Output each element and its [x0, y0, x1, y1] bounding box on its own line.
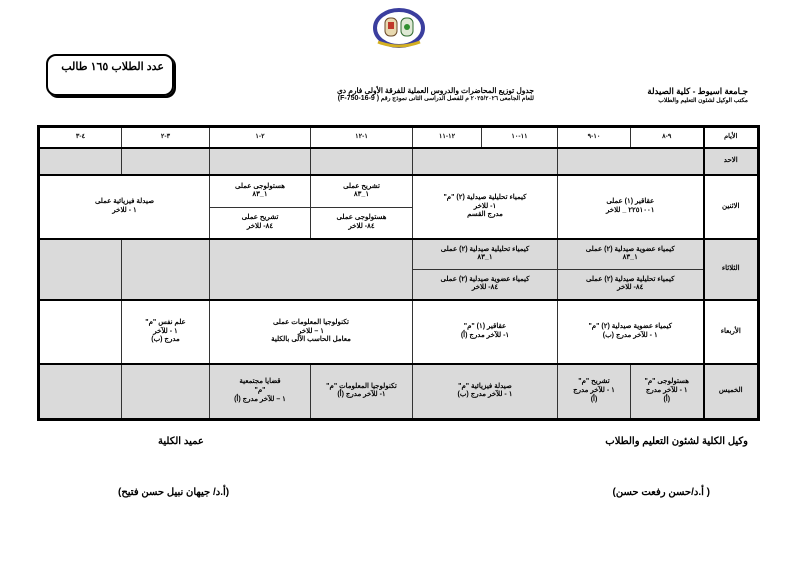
course-name: صيدلة فيزيائية "م": [458, 382, 512, 390]
day-label: الثلاثاء: [704, 239, 759, 300]
course-name: قضايا مجتمعية: [239, 378, 281, 386]
form-code: ( 9-16-750-F): [337, 95, 380, 102]
time-slot-header: ١١-١٠: [482, 127, 558, 149]
day-row-thursday: [39, 364, 759, 419]
course-group: ١ - للآخر مدرج (ب): [457, 391, 513, 399]
day-row-tuesday: [39, 239, 759, 269]
schedule-table: [37, 125, 760, 421]
time-slot-header: ٣-٢: [122, 127, 210, 149]
day-row-monday: [39, 175, 759, 207]
class-cell: [210, 207, 311, 239]
vice-dean-title: وكيل الكلية لشئون التعليم والطلاب: [605, 436, 748, 447]
course-location: معامل الحاسب الآلى بالكلية: [271, 336, 351, 344]
course-name: تشريح "م": [578, 378, 610, 386]
course-name: عقاقير (١) "م": [463, 323, 507, 331]
empty-cell: [39, 300, 122, 364]
academic-year-text: للعام الجامعى ٢٠٢٥/٢٠٢٦ م للفصل الدراسى الثانى نموذج رقم: [380, 96, 534, 102]
class-cell: [558, 364, 631, 419]
student-count-text: عدد الطلاب ١٦٥ طالب: [61, 61, 164, 73]
office-line: مكتب الوكيل لشئون التعليم والطلاب: [658, 98, 748, 104]
course-group: ١ - للآخر: [153, 327, 178, 335]
days-header: الأيام: [704, 127, 759, 149]
time-slot-header: ١٠-٩: [558, 127, 631, 149]
header-row: [39, 127, 759, 149]
vice-dean-name: ( أ.د/حسن رفعت حسن): [612, 487, 710, 498]
dean-name: (أ.د/ جيهان نبيل حسن فتيح): [118, 487, 230, 498]
day-row-sunday: [39, 148, 759, 175]
course-group: ١_٨٣: [252, 191, 268, 199]
class-cell: [210, 175, 311, 207]
empty-cell: [558, 148, 704, 175]
course-name: عقاقير (١) عملى: [606, 198, 655, 206]
class-cell: [631, 364, 704, 419]
course-group: ٨٤- للاخر: [617, 284, 644, 292]
schedule-title: جدول توزيع المحاضرات والدروس العملية للفرقة الأولى فارم دى: [336, 86, 534, 95]
class-cell: [413, 300, 558, 364]
course-name: كيمياء عضوية صيدلية (٢) "م": [588, 323, 672, 331]
class-cell: [311, 364, 413, 419]
student-count-box: [46, 54, 174, 96]
schedule-title-block: [290, 86, 534, 102]
empty-cell: [210, 148, 311, 175]
course-name: هستولوجى عملى: [235, 182, 285, 190]
empty-cell: [311, 148, 413, 175]
course-group: ١- للآخر مدرج (أ): [460, 332, 510, 339]
course-group: ١_٨٣: [622, 254, 638, 262]
course-name: تشريح عملى: [241, 214, 279, 221]
class-cell: [39, 175, 210, 239]
dean-title: عميد الكلية: [158, 436, 204, 447]
university-line: جـامعة اسيوط - كلية الصيدلة: [647, 86, 748, 96]
time-slot-header: ٢-١: [210, 127, 311, 149]
class-cell: [558, 175, 704, 239]
course-group: ١_٨٣: [477, 254, 493, 262]
course-group: ٨٤- للاخر: [471, 284, 499, 292]
course-group: ١ - للآخر مدرج: [645, 386, 688, 394]
empty-cell: [210, 239, 413, 300]
class-cell: [413, 364, 558, 419]
course-group: ٨٤- للاخر: [348, 222, 375, 230]
time-slot-header: ١-١٢: [311, 127, 413, 149]
course-group: ٨٤- للاخر: [246, 222, 274, 230]
class-cell: [210, 300, 413, 364]
empty-cell: [39, 239, 122, 300]
day-row-wednesday: [39, 300, 759, 364]
day-label: الاحد: [704, 148, 759, 175]
course-name: كيمياء عضوية صيدلية (٢) عملى: [440, 275, 530, 283]
class-cell: [558, 300, 704, 364]
course-name: علم نفس "م": [145, 318, 186, 326]
empty-cell: [39, 148, 122, 175]
class-cell: [413, 269, 558, 300]
class-cell: [558, 239, 704, 269]
class-cell: [558, 269, 704, 300]
class-cell: [122, 300, 210, 364]
class-cell: [413, 239, 558, 269]
class-cell: [311, 175, 413, 207]
day-label: الاثنين: [704, 175, 759, 239]
empty-cell: [39, 364, 122, 419]
course-name: كيمياء تحليلية صيدلية (٢) عملى: [586, 275, 675, 283]
course-group: ١- للآخر مدرج (أ): [337, 391, 386, 399]
course-name: هستولوجى عملى: [336, 214, 387, 221]
course-name: هستولوجى "م": [644, 378, 689, 386]
faculty-header: [647, 86, 748, 104]
course-name: صيدلة فيزيائية عملى: [94, 198, 155, 206]
course-type: "م": [254, 386, 266, 394]
course-name: تكنولوجيا المعلومات "م": [326, 382, 397, 390]
course-group: ١_٨٣: [353, 191, 370, 199]
course-location: (أ): [663, 395, 671, 403]
course-name: كيمياء تحليلية صيدلية (٢) عملى: [440, 245, 530, 253]
course-name: كيمياء عضوية صيدلية (٢) عملى: [585, 245, 675, 253]
course-group: ١- للاخر: [473, 202, 497, 210]
course-group: ١ – للآخر مدرج (أ): [234, 395, 286, 403]
course-group: ١ - للاخر: [112, 207, 137, 214]
class-cell: [210, 364, 311, 419]
schedule-subtitle: [290, 95, 534, 102]
course-group: ٢٢٥١٠٠١ _ للاخر: [605, 207, 655, 214]
course-name: كيمياء تحليلية صيدلية (٢) "م": [443, 193, 527, 201]
time-slot-header: ٩-٨: [631, 127, 704, 149]
empty-cell: [122, 364, 210, 419]
course-group: ١ – للاخر: [297, 327, 325, 335]
course-name: تشريح عملى: [343, 182, 380, 190]
day-label: الخميس: [704, 364, 759, 419]
course-location: مدرج القسم: [467, 211, 503, 219]
time-slot-header: ١٢-١١: [413, 127, 482, 149]
time-slot-header: ٤-٣: [39, 127, 122, 149]
course-group: ١ - للآخر مدرج (ب): [602, 332, 658, 339]
course-location: مدرج (ب): [151, 336, 180, 344]
class-cell: [311, 207, 413, 239]
course-location: (أ): [590, 395, 598, 403]
empty-cell: [122, 239, 210, 300]
course-group: ١ - للآخر مدرج: [573, 386, 615, 394]
empty-cell: [413, 148, 558, 175]
class-cell: [413, 175, 558, 239]
day-label: الأربعاء: [704, 300, 759, 364]
empty-cell: [122, 148, 210, 175]
university-seal-icon: [372, 8, 426, 52]
course-name: تكنولوجيا المعلومات عملى: [272, 318, 350, 326]
